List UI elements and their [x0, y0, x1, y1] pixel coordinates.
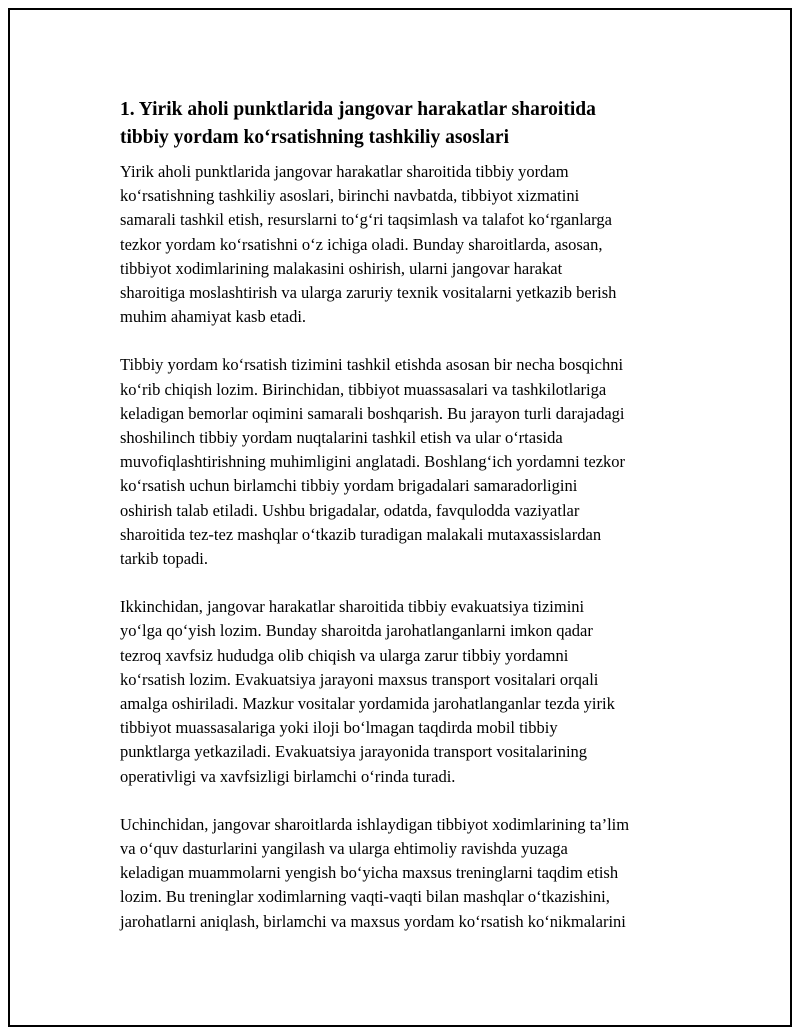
text-line: tarkib topadi. [120, 549, 208, 569]
text-line: muvofiqlashtirishning muhimligini anglatadi. Boshlang‘ich yordamni tezkor [120, 452, 626, 472]
text-line: muhim ahamiyat kasb etadi. [120, 307, 307, 327]
text-line: keladigan muammolarni yengish bo‘yicha maxsus treninglarni taqdim etish [120, 863, 619, 883]
text-line: oshirish talab etiladi. Ushbu brigadalar, odatda, favqulodda vaziyatlar [120, 500, 580, 520]
text-line: ko‘rsatish lozim. Evakuatsiya jarayoni maxsus transport vositalari orqali [120, 669, 599, 689]
text-line: samarali tashkil etish, resurslarni to‘g‘ri taqsimlash va talafot ko‘rganlarga [120, 210, 612, 230]
text-line: Uchinchidan, jangovar sharoitlarda ishlaydigan tibbiyot xodimlarining ta’lim [120, 814, 630, 834]
text-line: Tibbiy yordam ko‘rsatish tizimini tashkil etishda asosan bir necha bosqichni [120, 355, 624, 375]
text-line: amalga oshiriladi. Mazkur vositalar yordamida jarohatlanganlar tezda yirik [120, 694, 615, 714]
paragraph-3 [120, 595, 705, 789]
text-line: lozim. Bu treninglar xodimlarning vaqti-vaqti bilan mashqlar o‘tkazishini, [120, 887, 610, 907]
text-line: yo‘lga qo‘yish lozim. Bunday sharoitda jarohatlanganlarni imkon qadar [120, 621, 593, 641]
text-line: sharoitiga moslashtirish va ularga zaruriy texnik vositalarni yetkazib berish [120, 283, 617, 303]
paragraph-4 [120, 813, 705, 934]
heading-line: tibbiy yordam ko‘rsatishning tashkiliy asoslari [120, 127, 509, 148]
text-line: jarohatlarni aniqlash, birlamchi va maxsus yordam ko‘rsatish ko‘nikmalarini [120, 911, 626, 931]
paragraph-1 [120, 160, 705, 329]
text-line: keladigan bemorlar oqimini samarali boshqarish. Bu jarayon turli darajadagi [120, 403, 625, 423]
text-line: ko‘rsatish uchun birlamchi tibbiy yordam brigadalari samaradorligini [120, 476, 578, 496]
text-line: punktlarga yetkaziladi. Evakuatsiya jarayonida transport vositalarining [120, 742, 588, 762]
text-line: sharoitida tez-tez mashqlar o‘tkazib turadigan malakali mutaxassislardan [120, 524, 602, 544]
text-line: va o‘quv dasturlarini yangilash va ularga ehtimoliy ravishda yuzaga [120, 839, 568, 859]
heading-line: 1. Yirik aholi punktlarida jangovar harakatlar sharoitida [120, 99, 596, 120]
document-page [8, 8, 792, 1027]
section-heading [120, 96, 705, 152]
text-line: tibbiyot xodimlarining malakasini oshirish, ularni jangovar harakat [120, 258, 563, 278]
text-line: tibbiyot muassasalariga yoki iloji bo‘lmagan taqdirda mobil tibbiy [120, 718, 558, 738]
text-line: Ikkinchidan, jangovar harakatlar sharoitida tibbiy evakuatsiya tizimini [120, 597, 585, 617]
text-line: tezroq xavfsiz hududga olib chiqish va ularga zarur tibbiy yordamni [120, 645, 569, 665]
text-line: operativligi va xavfsizligi birlamchi o‘rinda turadi. [120, 766, 456, 786]
text-line: shoshilinch tibbiy yordam nuqtalarini tashkil etish va ular o‘rtasida [120, 428, 563, 448]
text-line: ko‘rib chiqish lozim. Birinchidan, tibbiyot muassasalari va tashkilotlariga [120, 379, 607, 399]
document-body [120, 96, 705, 934]
text-line: Yirik aholi punktlarida jangovar harakatlar sharoitida tibbiy yordam [120, 162, 569, 181]
text-line: ko‘rsatishning tashkiliy asoslari, birinchi navbatda, tibbiyot xizmatini [120, 186, 580, 206]
text-line: tezkor yordam ko‘rsatishni o‘z ichiga oladi. Bunday sharoitlarda, asosan, [120, 234, 603, 254]
paragraph-2 [120, 353, 705, 571]
